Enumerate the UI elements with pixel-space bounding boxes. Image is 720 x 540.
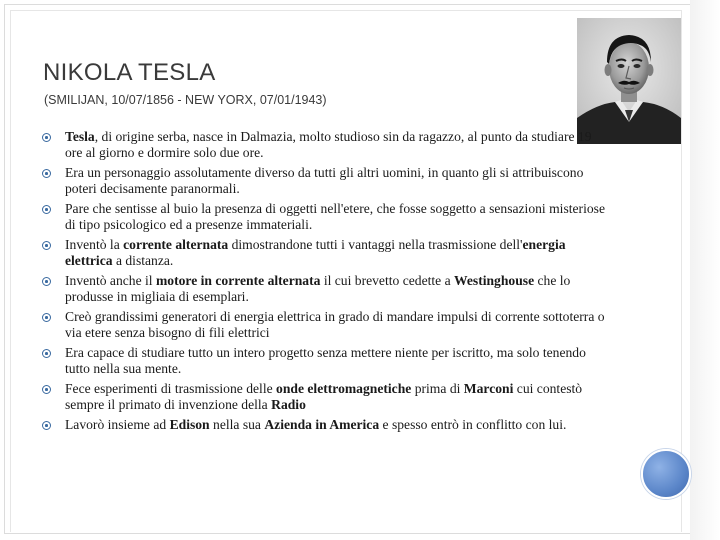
bullet-item xyxy=(42,345,612,377)
bullet-text-bold: Radio xyxy=(271,397,306,412)
bullet-list xyxy=(42,129,612,437)
bullet-text-bold: energia elettrica xyxy=(65,237,566,268)
circle-bullet-icon xyxy=(42,421,51,430)
bullet-text-bold: Tesla xyxy=(65,129,95,144)
bullet-item xyxy=(42,273,612,305)
circle-bullet-icon xyxy=(42,241,51,250)
circle-bullet-icon xyxy=(42,277,51,286)
bullet-text: Era capace di studiare tutto un intero progetto senza mettere niente per iscritto, ma solo tenendo tutto nella sua mente. xyxy=(65,345,586,376)
circle-bullet-icon xyxy=(42,385,51,394)
bullet-text: Inventò la xyxy=(65,237,124,252)
bullet-text: che lo produsse in migliaia di esemplari. xyxy=(65,273,571,304)
bullet-text: dimostrandone tutti i vantaggi nella trasmissione dell' xyxy=(228,237,523,252)
bullet-text: Pare che sentisse al buio la presenza di oggetti nell'etere, che fosse soggetto a sensazioni misteriose di tipo psicologico ed a presenze immateriali. xyxy=(65,201,605,232)
bullet-text-bold: Edison xyxy=(169,417,210,432)
bullet-text: e spesso entrò in conflitto con lui. xyxy=(379,417,567,432)
slide-side-strip xyxy=(690,0,720,540)
circle-bullet-icon xyxy=(42,349,51,358)
decorative-circle xyxy=(641,449,691,499)
bullet-text: Inventò anche il xyxy=(65,273,156,288)
bullet-text: Creò grandissimi generatori di energia elettrica in grado di mandare impulsi di corrente sottoterra o via etere senza bisogno di fili elettrici xyxy=(65,309,605,340)
slide-title: NIKOLA TESLA xyxy=(43,59,216,86)
bullet-text-bold: corrente alternata xyxy=(123,237,229,252)
bullet-text-bold: motore in corrente alternata xyxy=(155,273,321,288)
circle-bullet-icon xyxy=(42,205,51,214)
bullet-text-bold: Marconi xyxy=(463,381,514,396)
bullet-item xyxy=(42,129,612,161)
bullet-item xyxy=(42,201,612,233)
bullet-text: Era un personaggio assolutamente diverso da tutti gli altri uomini, in quanto gli si attribuiscono poteri decisamente paranormali. xyxy=(65,165,584,196)
bullet-text: a distanza. xyxy=(112,253,174,268)
bullet-text: prima di xyxy=(411,381,464,396)
bullet-text-bold: Westinghouse xyxy=(454,273,535,288)
bullet-text: Fece esperimenti di trasmissione delle xyxy=(65,381,277,396)
circle-bullet-icon xyxy=(42,313,51,322)
bullet-text: cui contestò sempre il primato di invenzione della xyxy=(65,381,583,412)
bullet-item xyxy=(42,309,612,341)
bullet-text-bold: Azienda in America xyxy=(264,417,380,432)
bullet-item xyxy=(42,237,612,269)
bullet-text-bold: onde elettromagnetiche xyxy=(276,381,412,396)
portrait-photo xyxy=(577,18,681,144)
bullet-item xyxy=(42,165,612,197)
circle-bullet-icon xyxy=(42,169,51,178)
slide-subtitle: (SMILIJAN, 10/07/1856 - NEW YORX, 07/01/1943) xyxy=(44,93,327,107)
bullet-text: il cui brevetto cedette a xyxy=(320,273,455,288)
bullet-item xyxy=(42,417,612,433)
bullet-text: Lavorò insieme ad xyxy=(65,417,170,432)
circle-bullet-icon xyxy=(42,133,51,142)
bullet-item xyxy=(42,381,612,413)
bullet-text: nella sua xyxy=(209,417,265,432)
bullet-text: , di origine serba, nasce in Dalmazia, molto studioso sin da ragazzo, al punto da studiare 19 ore al giorno e dormire solo due ore. xyxy=(65,129,592,160)
